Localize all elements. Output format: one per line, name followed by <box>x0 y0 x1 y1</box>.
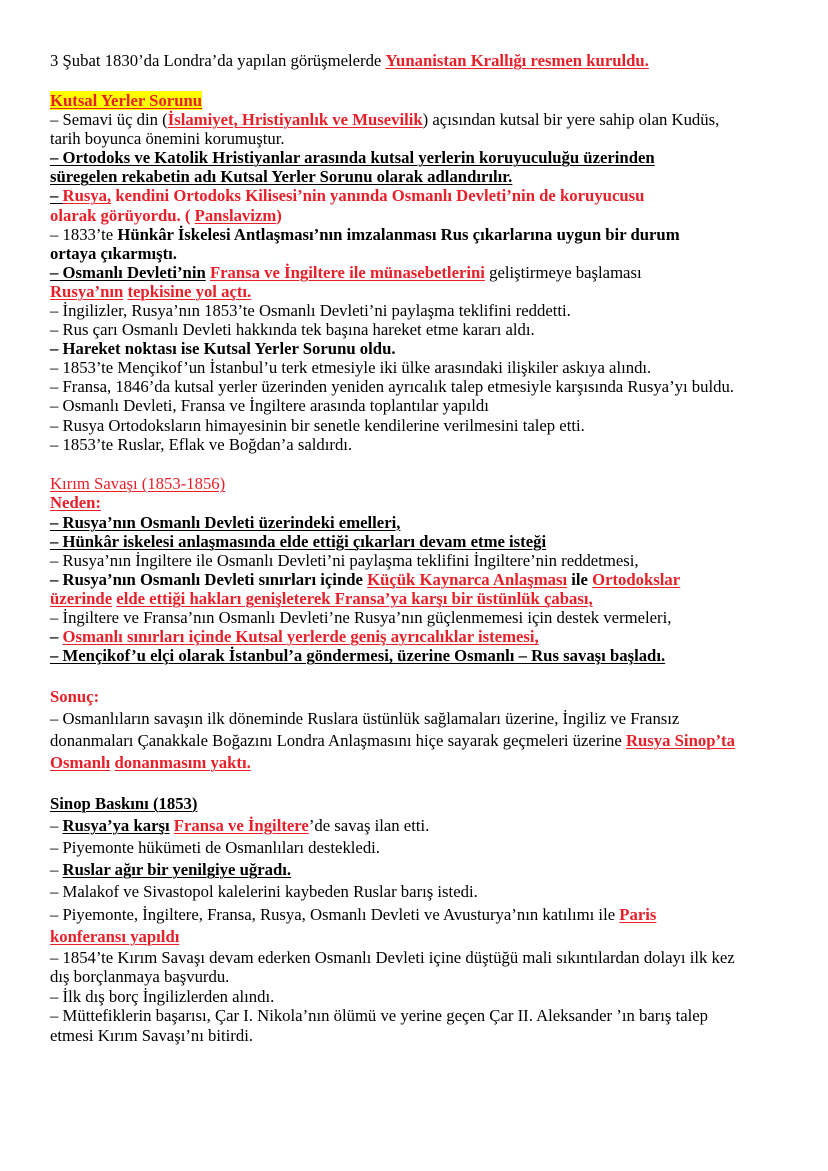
text-line <box>50 859 828 881</box>
plain-text: – 1833’te <box>50 224 118 244</box>
text-line <box>50 377 828 396</box>
section-title-line <box>50 686 828 708</box>
section-title: Sonuç: <box>50 686 100 706</box>
section-sinop-baskini <box>50 793 828 1045</box>
bold-underlined-text: süregelen rekabetin adı Kutsal Yerler Sorunu olarak adlandırılır. <box>50 167 513 187</box>
text-line <box>50 987 828 1006</box>
spacer <box>50 454 828 475</box>
neden-label: Neden: <box>50 493 101 513</box>
text-line <box>50 167 828 186</box>
bold-underlined-text: – <box>50 186 63 206</box>
plain-text: etmesi Kırım Savaşı’nı bitirdi. <box>50 1025 254 1045</box>
bold-text: – <box>50 627 63 647</box>
text-line <box>50 320 828 339</box>
red-emphasis-text: Panslavizm <box>194 205 277 225</box>
bold-underlined-text: Rusya’ya karşı <box>62 815 170 835</box>
subheading-line <box>50 493 828 512</box>
plain-text: 3 Şubat 1830’da Londra’da yapılan görüşmelerde <box>50 51 386 70</box>
bold-text: ortaya çıkarmıştı. <box>50 243 177 263</box>
text-line <box>50 206 828 225</box>
plain-text: – Semavi üç din ( <box>50 110 168 130</box>
text-line <box>50 148 828 167</box>
spacer <box>50 665 828 686</box>
plain-text: donanmaları Çanakkale Boğazını Londra Anlaşmasını hiçe sayarak geçmeleri üzerine <box>50 731 626 751</box>
plain-text: – İlk dış borç İngilizlerden alındı. <box>50 986 275 1006</box>
red-bold-text: kendini Ortodoks Kilisesi’nin yanında Osmanlı Devleti’nin de koruyucusu <box>111 186 645 206</box>
text-line <box>50 627 828 646</box>
red-emphasis-text: Paris <box>619 904 657 924</box>
text-line <box>50 339 828 358</box>
red-emphasis-text: üzerinde <box>50 588 113 608</box>
text-line <box>50 752 828 774</box>
plain-text: – Osmanlı Devleti, Fransa ve İngiltere arasında toplantılar yapıldı <box>50 396 489 416</box>
red-emphasis-text: elde ettiği hakları genişleterek Fransa’ya karşı bir üstünlük çabası, <box>116 588 593 608</box>
text-line <box>50 282 828 301</box>
plain-text: – <box>50 860 63 880</box>
red-bold-text: ) <box>276 205 282 225</box>
text-line <box>50 244 828 263</box>
section-kirim-savasi <box>50 474 828 665</box>
plain-text: – Fransa, 1846’da kutsal yerler üzerinden yeniden ayrıcalık talep etmesiyle karşısında Rusya’yı buldu. <box>50 377 734 397</box>
text-line <box>50 551 828 570</box>
section-sonuc <box>50 686 828 775</box>
plain-text: – Rusya’nın İngiltere ile Osmanlı Devleti’ni paylaşma teklifini İngiltere’nin reddetmesi, <box>50 550 639 570</box>
plain-text: – Rus çarı Osmanlı Devleti hakkında tek başına hareket etme kararı aldı. <box>50 320 535 340</box>
text-line <box>50 926 828 948</box>
red-emphasis-text: Küçük Kaynarca Anlaşması <box>367 569 568 589</box>
text-line <box>50 967 828 986</box>
red-emphasis-text: İslamiyet, Hristiyanlık ve Musevilik <box>167 110 423 130</box>
red-emphasis-text: donanmasını yaktı. <box>114 753 251 773</box>
spacer <box>50 775 828 793</box>
text-line <box>50 837 828 859</box>
text-line <box>50 948 828 967</box>
section-title-line <box>50 793 828 815</box>
text-line <box>50 608 828 627</box>
text-line <box>50 225 828 244</box>
section-title: Sinop Baskını (1853) <box>50 793 198 813</box>
red-emphasis-text: Fransa ve İngiltere ile münasebetlerini <box>209 262 485 282</box>
text-line <box>50 1006 828 1025</box>
section-title-line <box>50 474 828 493</box>
plain-text: – Osmanlıların savaşın ilk döneminde Ruslara üstünlük sağlamaları üzerine, İngiliz ve Fransız <box>50 708 680 728</box>
section-intro <box>50 51 828 70</box>
plain-text: – 1854’te Kırım Savaşı devam ederken Osmanlı Devleti içine düştüğü mali sıkıntılardan dolayı ilk kez <box>50 947 735 967</box>
section-title: Kırım Savaşı (1853-1856) <box>50 474 226 494</box>
text-line <box>50 396 828 415</box>
plain-text: dış borçlanmaya başvurdu. <box>50 967 230 987</box>
text-line <box>50 1026 828 1045</box>
red-emphasis-text: Rusya’nın <box>50 281 124 301</box>
red-emphasis-text: Fransa ve İngiltere <box>173 815 309 835</box>
red-emphasis-text: konferansı yapıldı <box>50 926 180 946</box>
bold-text: ile <box>567 569 593 589</box>
text-line <box>50 646 828 665</box>
red-emphasis-text: Yunanistan Krallığı resmen kuruldu. <box>385 51 649 70</box>
text-line <box>50 301 828 320</box>
text-line <box>50 881 828 903</box>
bold-underlined-text: – Rusya’nın Osmanlı Devleti üzerindeki emelleri, <box>50 512 401 532</box>
plain-text: – <box>50 815 63 835</box>
text-line <box>50 110 828 129</box>
plain-text: geliştirmeye başlaması <box>484 262 642 282</box>
text-line <box>50 589 828 608</box>
plain-text: – Piyemonte hükümeti de Osmanlıları destekledi. <box>50 838 380 858</box>
bold-text: Hünkâr İskelesi Antlaşması’nın imzalanması Rus çıkarlarına uygun bir durum <box>117 224 680 244</box>
bold-underlined-text: – Hünkâr iskelesi anlaşmasında elde ettiği çıkarları devam etme isteği <box>50 531 547 551</box>
plain-text: – Piyemonte, İngiltere, Fransa, Rusya, Osmanlı Devleti ve Avusturya’nın katılımı ile <box>50 904 620 924</box>
plain-text: – İngilizler, Rusya’nın 1853’te Osmanlı Devleti’ni paylaşma teklifini reddetti. <box>50 301 571 321</box>
plain-text: – Rusya Ortodoksların himayesinin bir senetle kendilerine verilmesini talep etti. <box>50 415 585 435</box>
text-line <box>50 263 828 282</box>
text-line <box>50 513 828 532</box>
text-line <box>50 730 828 752</box>
section-title-highlighted: Kutsal Yerler Sorunu <box>50 90 203 110</box>
plain-text: ’de savaş ilan etti. <box>308 815 430 835</box>
text-line <box>50 51 828 70</box>
text-line <box>50 435 828 454</box>
bold-underlined-text: – Ortodoks ve Katolik Hristiyanlar arasında kutsal yerlerin koruyuculuğu üzerinden <box>50 148 655 168</box>
red-emphasis-text: tepkisine yol açtı. <box>127 281 252 301</box>
text-line <box>50 532 828 551</box>
section-kutsal-yerler <box>50 91 828 454</box>
red-bold-text: olarak görüyordu. ( <box>50 205 195 225</box>
spacer <box>50 70 828 91</box>
red-emphasis-text: Ortodokslar <box>592 569 681 589</box>
bold-underlined-text: Ruslar ağır bir yenilgiye uğradı. <box>62 860 292 880</box>
bold-text: – Rusya’nın Osmanlı Devleti sınırları içinde <box>50 569 368 589</box>
bold-underlined-text: – Osmanlı Devleti’nin <box>50 262 206 282</box>
red-emphasis-text: Osmanlı <box>50 753 111 773</box>
text-line <box>50 570 828 589</box>
plain-text: – 1853’te Mençikof’un İstanbul’u terk etmesiyle iki ülke arasındaki ilişkiler askıya alındı. <box>50 358 652 378</box>
section-title-line <box>50 91 828 110</box>
text-line <box>50 186 828 205</box>
red-emphasis-text: Rusya Sinop’ta <box>625 731 735 751</box>
text-line <box>50 904 828 926</box>
red-emphasis-text: Rusya, <box>62 186 112 206</box>
plain-text: – Malakof ve Sivastopol kalelerini kaybeden Ruslar barış istedi. <box>50 882 478 902</box>
text-line <box>50 358 828 377</box>
text-line <box>50 708 828 730</box>
plain-text: tarih boyunca önemini korumuştur. <box>50 129 285 149</box>
plain-text: – 1853’te Ruslar, Eflak ve Boğdan’a saldırdı. <box>50 434 353 454</box>
bold-underlined-text: – Mençikof’u elçi olarak İstanbul’a göndermesi, üzerine Osmanlı – Rus savaşı başladı. <box>50 646 666 666</box>
bold-text: – Hareket noktası ise Kutsal Yerler Sorunu oldu. <box>50 339 396 359</box>
text-line <box>50 129 828 148</box>
plain-text: – Müttefiklerin başarısı, Çar I. Nikola’nın ölümü ve yerine geçen Çar II. Aleksander ’ın barış talep <box>50 1006 709 1026</box>
text-line <box>50 416 828 435</box>
text-line <box>50 815 828 837</box>
plain-text: – İngiltere ve Fransa’nın Osmanlı Devleti’ne Rusya’nın güçlenmemesi için destek vermeleri, <box>50 608 672 628</box>
plain-text: ) açısından kutsal bir yere sahip olan Kudüs, <box>422 110 720 130</box>
red-emphasis-text: Osmanlı sınırları içinde Kutsal yerlerde geniş ayrıcalıklar istemesi, <box>62 627 539 647</box>
